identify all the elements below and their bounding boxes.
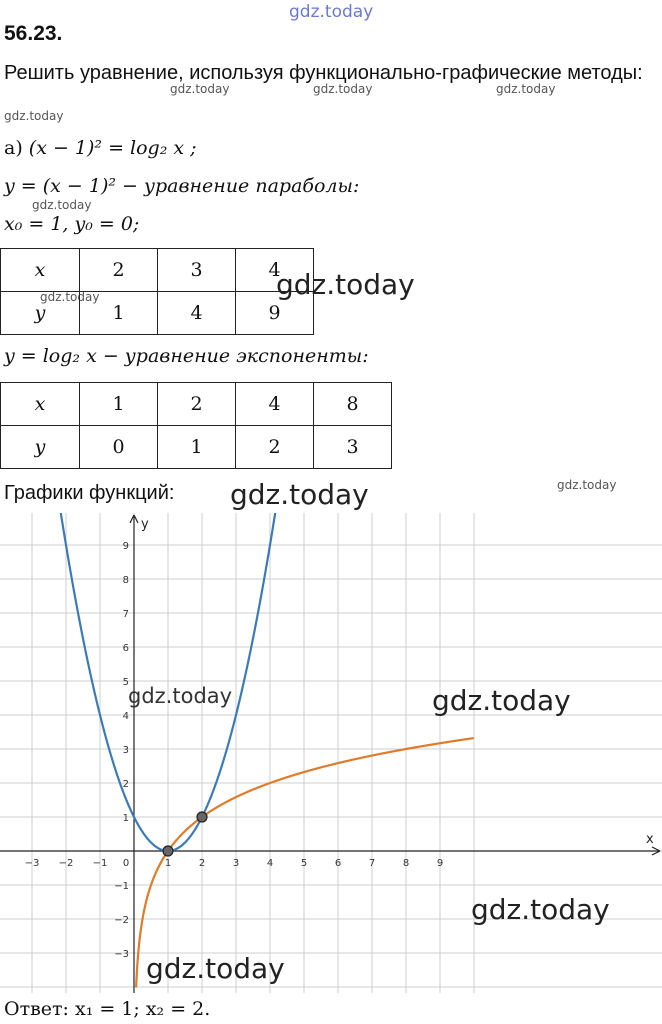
- part-a: [4, 137, 197, 159]
- x-tick-label: 3: [232, 858, 240, 869]
- watermark: gdz.today: [496, 82, 556, 96]
- table-header-cell: y: [1, 426, 80, 469]
- y-tick-label: 1: [122, 813, 129, 824]
- table-row: [1, 383, 392, 426]
- table-cell: 2: [80, 249, 158, 292]
- table-cell: 0: [80, 426, 158, 469]
- watermark: gdz.today: [432, 684, 571, 717]
- part-a-label: а): [4, 137, 23, 159]
- y-tick-label: 9: [122, 541, 129, 552]
- table-cell: 1: [80, 292, 158, 335]
- x-tick-label: −3: [24, 858, 40, 869]
- table-header-cell: x: [1, 383, 80, 426]
- y-tick-label: 4: [122, 711, 129, 722]
- watermark: gdz.today: [4, 109, 64, 123]
- table-cell: 3: [314, 426, 392, 469]
- parabola-line: y = (x − 1)² − уравнение параболы:: [4, 175, 360, 197]
- table-row: [1, 249, 314, 292]
- log-line: y = log₂ x − уравнение экспоненты:: [4, 345, 369, 367]
- y-tick-label: 7: [122, 609, 129, 620]
- x-tick-label: 1: [164, 858, 172, 869]
- part-a-equation: (x − 1)² = log₂ x ;: [28, 137, 197, 159]
- table-header-cell: x: [1, 249, 80, 292]
- y-tick-label: −2: [114, 915, 129, 926]
- table-cell: 4: [236, 383, 314, 426]
- y-tick-label: 2: [122, 779, 129, 790]
- y-tick-label: 5: [122, 677, 129, 688]
- x-tick-label: −1: [92, 858, 108, 869]
- table-cell: 2: [236, 426, 314, 469]
- x-tick-label: 4: [266, 858, 274, 869]
- table-cell: 1: [158, 426, 236, 469]
- x-tick-label: 6: [334, 858, 342, 869]
- graphs-label: Графики функций:: [4, 482, 175, 504]
- task-text: Решить уравнение, используя функционально-графические методы:: [4, 62, 643, 84]
- watermark: gdz.today: [128, 684, 233, 708]
- answer-line: Ответ: x₁ = 1; x₂ = 2.: [4, 998, 211, 1020]
- y-tick-label: 3: [122, 745, 129, 756]
- intersection-point: [197, 812, 207, 822]
- table-cell: 8: [314, 383, 392, 426]
- y-tick-label: −1: [114, 881, 129, 892]
- x-tick-label: 5: [300, 858, 308, 869]
- watermark: gdz.today: [313, 82, 373, 96]
- y-axis-label: y: [141, 517, 149, 532]
- watermark: gdz.today: [170, 82, 230, 96]
- table-log: [0, 382, 392, 469]
- table-cell: 9: [236, 292, 314, 335]
- watermark: gdz.today: [471, 893, 610, 926]
- table-row: [1, 292, 314, 335]
- x-tick-label: 7: [368, 858, 376, 869]
- table-cell: 1: [80, 383, 158, 426]
- origin-tick-label: 0: [122, 858, 130, 869]
- x-tick-label: 8: [402, 858, 410, 869]
- table-parabola: [0, 248, 314, 335]
- watermark: gdz.today: [276, 268, 415, 301]
- x-axis-label: x: [646, 832, 654, 847]
- table-cell: 3: [158, 249, 236, 292]
- table-cell: 4: [158, 292, 236, 335]
- table-header-cell: y: [1, 292, 80, 335]
- intersection-point: [163, 846, 173, 856]
- watermark: gdz.today: [40, 290, 100, 304]
- table-cell: 4: [236, 249, 314, 292]
- y-tick-label: −3: [114, 949, 129, 960]
- x-tick-label: 2: [198, 858, 206, 869]
- table-row: [1, 426, 392, 469]
- problem-number: 56.23.: [4, 22, 63, 45]
- watermark: gdz.today: [557, 478, 617, 492]
- watermark: gdz.today: [146, 952, 285, 985]
- y-tick-label: 8: [122, 575, 129, 586]
- table-cell: 2: [158, 383, 236, 426]
- watermark: gdz.today: [32, 198, 92, 212]
- watermark-top: gdz.today: [289, 2, 374, 22]
- vertex-line: x₀ = 1, y₀ = 0;: [4, 213, 140, 235]
- x-tick-label: −2: [58, 858, 74, 869]
- y-tick-label: 6: [122, 643, 129, 654]
- x-tick-label: 9: [436, 858, 444, 869]
- watermark: gdz.today: [230, 478, 369, 511]
